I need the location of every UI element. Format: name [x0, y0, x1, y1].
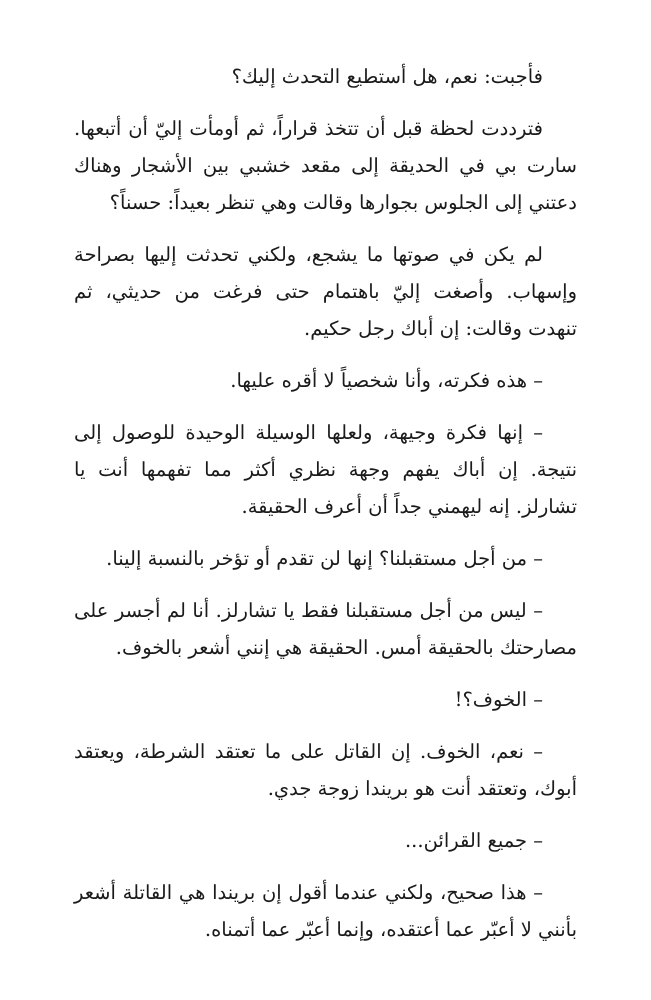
paragraph-8: – الخوف؟! [454, 688, 543, 711]
paragraph-1: فأجبت: نعم، هل أستطيع التحدث إليك؟ [231, 65, 543, 88]
paragraph-7: – ليس من أجل مستقبلنا فقط يا تشارلز. أنا لم أجسر على مصارحتك بالحقيقة أمس. الحقيقة هي إنني أشعر بالخوف. [74, 599, 577, 659]
paragraph-3: لم يكن في صوتها ما يشجع، ولكني تحدثت إليها بصراحة وإسهاب. وأصغت إليّ باهتمام حتى فرغت من حديثي، ثم تنهدت وقالت: إن أباك رجل حكيم. [74, 243, 577, 340]
paragraph-11: – هذا صحيح، ولكني عندما أقول إن بريندا هي القاتلة أشعر بأنني لا أعبّر عما أعتقده، وإنما أعبّر عما أتمناه. [74, 881, 577, 941]
paragraph-2: فترددت لحظة قبل أن تتخذ قراراً، ثم أومأت إليّ أن أتبعها. سارت بي في الحديقة إلى مقعد خشبي بين الأشجار وهناك دعتني إلى الجلوس بجوارها وقالت وهي تنظر بعيداً: حسناً؟ [74, 117, 577, 214]
paragraph-5: – إنها فكرة وجيهة، ولعلها الوسيلة الوحيدة للوصول إلى نتيجة. إن أباك يفهم وجهة نظري أكثر مما تفهمها أنت يا تشارلز. إنه ليهمني جداً أن أعرف الحقيقة. [74, 421, 577, 518]
paragraph-6: – من أجل مستقبلنا؟ إنها لن تقدم أو تؤخر بالنسبة إلينا. [106, 547, 543, 570]
paragraph-10: – جميع القرائن... [404, 829, 543, 852]
paragraph-4: – هذه فكرته، وأنا شخصياً لا أقره عليها. [230, 369, 543, 392]
paragraph-9: – نعم، الخوف. إن القاتل على ما تعتقد الشرطة، ويعتقد أبوك، وتعتقد أنت هو بريندا زوجة جدي. [74, 740, 577, 800]
